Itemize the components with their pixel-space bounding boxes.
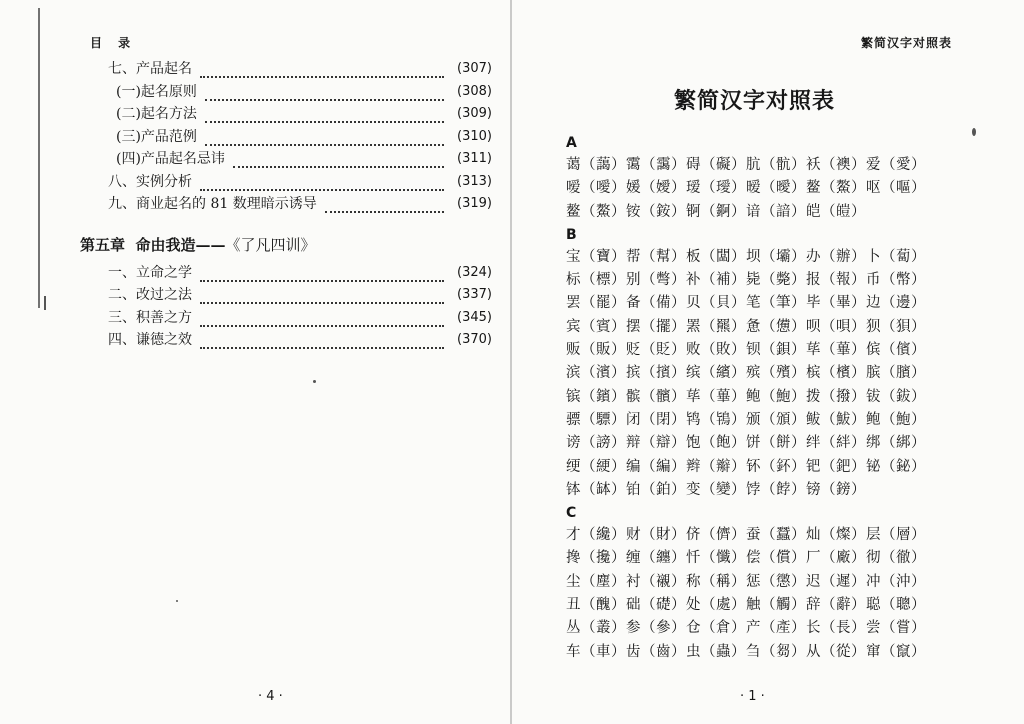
- toc-entry-label: (四)产品起名忌讳: [116, 151, 225, 167]
- toc-entry-label: (二)起名方法: [116, 106, 197, 122]
- toc-entry-page: (345): [457, 309, 492, 325]
- character-pair-row: 骠（驃）闭（閉）鸨（鴇）颁（頒）鲅（鮁）鲍（鮑）: [566, 411, 926, 428]
- character-pair-row: 搀（攙）缠（纏）忏（懺）偿（償）厂（廠）彻（徹）: [566, 550, 926, 567]
- toc-leader-dots: [325, 191, 444, 213]
- toc-entry[interactable]: [80, 103, 492, 126]
- toc-entry[interactable]: [80, 148, 492, 171]
- page-number-right: · 1 ·: [740, 689, 765, 704]
- toc-entry-label: 三、积善之方: [108, 309, 192, 326]
- toc-leader-dots: [233, 146, 444, 168]
- toc-entry-page: (310): [457, 128, 492, 144]
- toc-entry-page: (324): [457, 264, 492, 280]
- character-pair-row: 才（纔）财（財）侪（儕）蚕（蠶）灿（燦）层（層）: [566, 527, 926, 544]
- toc-leader-dots: [200, 282, 444, 304]
- toc-leader-dots: [200, 169, 444, 191]
- toc-entry-label: 九、商业起名的 81 数理暗示诱导: [108, 196, 317, 212]
- toc-entry-label: 二、改过之法: [108, 287, 192, 303]
- character-pair-row: 谤（謗）辩（辯）饱（飽）饼（餅）绊（絆）绑（綁）: [566, 435, 926, 452]
- toc-entry-label: (一)起名原则: [116, 83, 197, 100]
- chapter-dash: ——: [195, 235, 226, 254]
- toc-entry[interactable]: [80, 81, 492, 104]
- toc-leader-dots: [205, 124, 444, 146]
- right-page: [512, 0, 1024, 724]
- toc-entry-page: (370): [457, 332, 492, 347]
- character-pair-row: 绠（綆）编（編）辫（辮）钚（鈈）钯（鈀）铋（鉍）: [566, 458, 926, 475]
- character-pair-row: 丛（叢）参（參）仓（倉）产（產）长（長）尝（嘗）: [566, 620, 926, 637]
- scan-speck: [313, 380, 316, 383]
- toc-leader-dots: [205, 79, 444, 101]
- chapter-title: 命由我造: [135, 235, 196, 254]
- toc-entry-page: (337): [457, 287, 492, 302]
- toc-entry[interactable]: [80, 126, 492, 149]
- character-pair-row: 宾（賓）摆（擺）罴（羆）惫（憊）呗（唄）狈（狽）: [566, 318, 926, 335]
- character-pair-row: 车（車）齿（齒）虫（蟲）刍（芻）从（從）窜（竄）: [566, 643, 926, 660]
- toc-entry-page: (311): [457, 151, 492, 166]
- toc-entry[interactable]: [80, 193, 492, 216]
- character-pair-row: 罢（罷）备（備）贝（貝）笔（筆）毕（畢）边（邊）: [566, 295, 926, 312]
- character-pair-row: 嗳（噯）媛（嬡）瑷（璦）暧（曖）鳌（鰲）呕（嘔）: [566, 180, 926, 197]
- scan-speck: [972, 128, 976, 136]
- scan-speck: [176, 600, 178, 602]
- character-pair-row: 镔（鑌）髌（髕）荜（蓽）鲍（鮑）拨（撥）钹（鈸）: [566, 388, 926, 405]
- character-pair-row: 尘（塵）衬（襯）称（稱）惩（懲）迟（遲）冲（沖）: [566, 573, 926, 590]
- toc-leader-dots: [205, 101, 444, 123]
- toc-entry-label: (三)产品范例: [116, 128, 197, 145]
- character-table: [566, 132, 966, 664]
- toc-entry-page: (307): [457, 61, 492, 76]
- chapter-number: 第五章: [80, 235, 126, 254]
- character-pair-row: 滨（濱）摈（擯）缤（繽）殡（殯）槟（檳）膑（臏）: [566, 365, 926, 382]
- margin-rule: [38, 8, 40, 308]
- toc-leader-dots: [200, 305, 444, 327]
- running-header-title: 繁简汉字对照表: [860, 36, 952, 50]
- chapter-book-title: 《了凡四训》: [225, 235, 316, 254]
- toc-leader-dots: [200, 56, 444, 78]
- toc-entry[interactable]: [80, 171, 492, 194]
- chapter-heading[interactable]: [80, 234, 492, 262]
- character-pair-row: 丑（醜）础（礎）处（處）触（觸）辞（辭）聪（聰）: [566, 597, 926, 614]
- page-title: 繁简汉字对照表: [674, 89, 836, 114]
- toc-leader-dots: [200, 260, 444, 282]
- toc-entry[interactable]: [80, 262, 492, 285]
- running-header-contents: 目 录: [90, 36, 137, 50]
- character-pair-row: 宝（寶）帮（幫）板（闆）坝（壩）办（辦）卜（蔔）: [566, 248, 926, 265]
- toc-entry-page: (308): [457, 83, 492, 99]
- toc-entry-label: 四、谦德之效: [108, 332, 192, 348]
- character-pair-row: 标（標）别（彆）补（補）毙（斃）报（報）币（幣）: [566, 272, 926, 289]
- section-letter: A: [566, 135, 577, 151]
- toc-leader-dots: [200, 327, 444, 349]
- toc-entry-label: 七、产品起名: [108, 61, 192, 77]
- character-pair-row: 贩（販）贬（貶）败（敗）钡（鋇）荜（蓽）傧（儐）: [566, 342, 926, 359]
- toc-entry-page: (313): [457, 173, 492, 189]
- character-pair-row: 鳌（鰲）铵（銨）锕（錒）谙（諳）皑（皚）: [566, 203, 866, 220]
- toc-entry-page: (309): [457, 106, 492, 121]
- page-number-left: · 4 ·: [258, 689, 283, 704]
- table-of-contents: [80, 58, 492, 352]
- toc-entry-label: 一、立命之学: [108, 264, 192, 281]
- toc-entry-page: (319): [457, 196, 492, 211]
- toc-entry[interactable]: [80, 307, 492, 330]
- section-letter: C: [566, 505, 577, 522]
- character-pair-row: 蔼（藹）霭（靄）碍（礙）肮（骯）袄（襖）爱（愛）: [566, 157, 926, 173]
- toc-entry[interactable]: [80, 284, 492, 307]
- character-pair-row: 钵（缽）铂（鉑）变（變）饽（餑）镑（鎊）: [566, 481, 866, 498]
- section-letter: B: [566, 226, 577, 243]
- toc-entry[interactable]: [80, 329, 492, 352]
- scan-speck: [44, 296, 46, 310]
- toc-entry[interactable]: [80, 58, 492, 81]
- toc-entry-label: 八、实例分析: [108, 173, 192, 190]
